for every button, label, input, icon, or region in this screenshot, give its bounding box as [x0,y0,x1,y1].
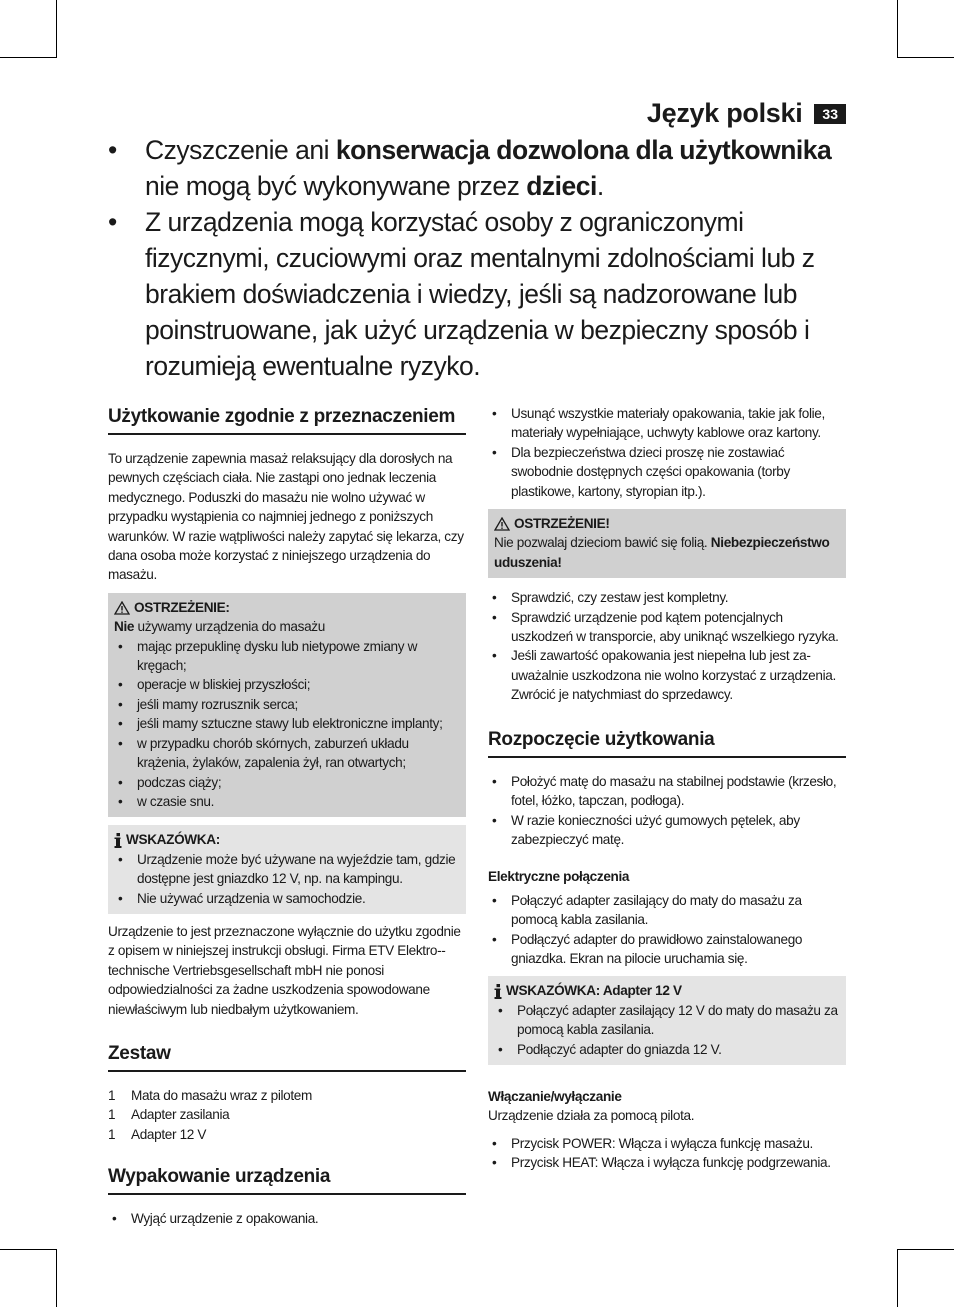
unpack-list [108,1209,466,1228]
onoff-list [488,1134,846,1173]
electric-list [488,891,846,969]
warning-box: OSTRZEŻENIE! Nie pozwalaj dzieciom bawić się folią. Niebezpieczeństwo uduszenia! [488,509,846,578]
warning-list [114,637,460,812]
list-item: • Połączyć adapter zasilający do maty do masażu za pomocą kabla zasilania. [488,891,846,930]
list-item: • Podłączyć adapter do gniazda 12 V. [494,1040,840,1059]
list-item: • Przycisk POWER: Włącza i wyłącza funkcję masażu. [488,1134,846,1153]
crop-mark [56,1249,57,1307]
start-list [488,772,846,850]
list-item: • podczas ciąży; [114,773,460,792]
crop-mark [0,57,57,58]
list-item: • Usunąć wszystkie materiały opakowania, takie jak folie, materiały wypełniające, uchwyty kablowe oraz kartony. [488,404,846,443]
crop-mark [897,0,898,58]
list-item: • operacje w bliskiej przyszłości; [114,675,460,694]
list-item: 1 Adapter zasilania [108,1107,230,1123]
subsection-heading: Elektryczne połączenia [488,869,630,885]
set-list [108,1086,466,1144]
list-item: • Przycisk HEAT: Włącza i wyłącza funkcję podgrzewania. [488,1153,846,1172]
crop-mark [897,57,954,58]
page-header [647,98,846,129]
section-heading: Wypakowanie urządzenia [108,1164,466,1195]
list-item: • mając przepuklinę dysku lub nietypowe zmiany w kręgach; [114,637,460,676]
list-item: • Jeśli zawartość opakowania jest niepełna lub jest za-uważalnie uszkodzona nie wolno korzystać z urządzenia. Zwrócić je natychmiast do sprzedawcy. [488,646,846,704]
warning-icon [494,517,510,531]
list-item: • w czasie snu. [114,792,460,811]
list-item: • W razie konieczności użyć gumowych pętelek, aby zabezpieczyć matę. [488,811,846,850]
list-item: • jeśli mamy rozrusznik serca; [114,695,460,714]
list-item: • Sprawdzić, czy zestaw jest kompletny. [488,588,846,607]
body-text: Urządzenie to jest przeznaczone wyłącznie do użytku zgodnie z opisem w niniejszej instrukcji obsługi. Firma ETV Elektro--technische Vertriebsgesellschaft mbH nie ponosi odpowiedzialności za żadne uszkodzenia spowodowane niewłaściwym lub niedbałym użytkowaniem. [108,923,461,1017]
list-item: • Nie używać urządzenia w samochodzie. [114,889,460,908]
body-text: To urządzenie zapewnia masaż relaksujący dla dorosłych na pewnych częściach ciała. Nie zastąpi ono jednak leczenia medycznego. Poduszki do masażu nie wolno używać w przypadku wystąpienia co najmniej jednego z poniższych warunków. W razie wątpliwości należy zapytać się lekarza, czy dana osoba może korzystać z niniejszego urządzenia do masażu. [108,451,464,583]
list-item: • Podłączyć adapter do prawidłowo zainstalowanego gniazdka. Ekran na pilocie uruchamia się. [488,930,846,969]
check-list [488,588,846,704]
intro-safety [108,132,848,384]
note-box: WSKAZÓWKA: Adapter 12 V • Połączyć adapter zasilający 12 V do maty do masażu za pomocą kabla zasilania. • Podłączyć adapter do gniazda 12 V. [488,976,846,1065]
list-item: • jeśli mamy sztuczne stawy lub elektroniczne implanty; [114,714,460,733]
body-text: Urządzenie działa za pomocą pilota. [488,1108,695,1124]
list-item: 1 Adapter 12 V [108,1126,207,1142]
page-title: Język polski [646,98,803,128]
crop-mark [0,1249,57,1250]
crop-mark [56,0,57,58]
list-item: • w przypadku chorób skórnych, zaburzeń układu krążenia, żylaków, zapalenia żył, ran otwartych; [114,734,460,773]
note-list [114,850,460,908]
list-item: 1 Mata do masażu wraz z pilotem [108,1087,312,1103]
intro-item: • Z urządzenia mogą korzystać osoby z ograniczonymi fizycznymi, czuciowymi oraz mentalnymi zdolnościami lub z brakiem doświadczenia i wiedzy, jeśli są nadzorowane lub poinstruowane, jak użyć urządzenia w bezpieczny sposób i rozumieją ewentualne ryzyko. [108,204,848,384]
crop-mark [897,1249,898,1307]
page-number: 33 [814,104,846,124]
list-item: • Urządzenie może być używane na wyjeździe tam, gdzie dostępne jest gniazdko 12 V, np. na kampingu. [114,850,460,889]
intro-item: • Czyszczenie ani konserwacja dozwolona dla użytkownika nie mogą być wykonywane przez dzieci. [108,132,848,204]
list-item: • Położyć matę do masażu na stabilnej podstawie (krzesło, fotel, łóżko, tapczan, podłoga). [488,772,846,811]
unpack-list-continued [488,404,846,501]
left-column [108,404,466,1237]
section-heading: Rozpoczęcie użytkowania [488,727,846,758]
info-icon [114,833,122,848]
right-column [488,404,846,1181]
info-icon [494,984,502,999]
list-item: • Wyjąć urządzenie z opakowania. [108,1209,466,1228]
note-box: WSKAZÓWKA: • Urządzenie może być używane na wyjeździe tam, gdzie dostępne jest gniazdko 12 V, np. na kampingu. • Nie używać urządzenia w samochodzie. [108,825,466,914]
section-heading: Zestaw [108,1041,466,1072]
warning-icon [114,601,130,615]
list-item: • Sprawdzić urządzenie pod kątem potencjalnych uszkodzeń w transporcie, aby uniknąć wszelkiego ryzyka. [488,608,846,647]
list-item: • Dla bezpieczeństwa dzieci proszę nie zostawiać swobodnie dostępnych części opakowania (torby plastikowe, kartony, styropian itp.). [488,443,846,501]
list-item: • Połączyć adapter zasilający 12 V do maty do masażu za pomocą kabla zasilania. [494,1001,840,1040]
subsection-heading: Włączanie/wyłączanie [488,1088,622,1104]
warning-box: OSTRZEŻENIE: Nie używamy urządzenia do masażu • mając przepuklinę dysku lub nietypowe zmiany w kręgach; • operacje w bliskiej przyszłości; • jeśli mamy rozrusznik serca; • jeśli mamy sztuczne stawy lub elektroniczne implanty; • w przypadku chorób skórnych, zaburzeń układu krążenia, żylaków, zapalenia żył, ran otwartych; • podczas ciąży; • w czasie snu. [108,593,466,817]
note-list [494,1001,840,1059]
crop-mark [897,1249,954,1250]
section-heading: Użytkowanie zgodnie z przeznaczeniem [108,404,466,435]
